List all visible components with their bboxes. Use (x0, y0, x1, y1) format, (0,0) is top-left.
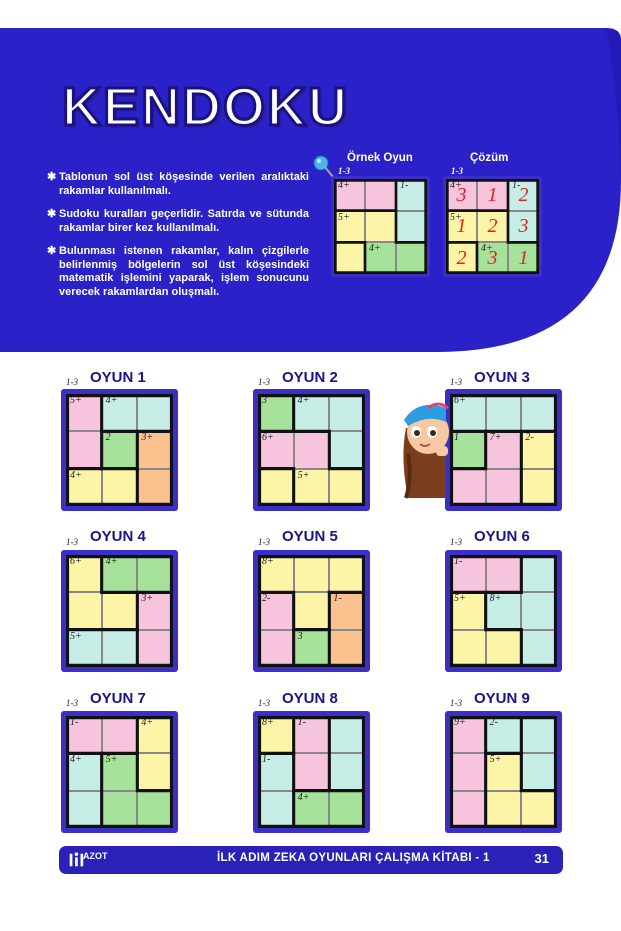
game-title: OYUN 4 (90, 528, 146, 545)
game-title: OYUN 2 (282, 369, 338, 386)
cell-clue: 5+ (297, 469, 310, 481)
game-range: 1-3 (258, 537, 270, 547)
cell-clue: 1- (333, 593, 342, 605)
cell-clue: 4+ (141, 717, 154, 728)
cell-value: 2 (456, 247, 467, 270)
cell-clue: 3+ (141, 432, 154, 444)
game-range: 1-3 (450, 698, 462, 708)
cell-clue: 1- (400, 180, 409, 191)
cell-clue: 4+ (70, 754, 82, 766)
cell-clue: 5+ (105, 754, 118, 766)
game-range: 1-3 (66, 377, 78, 387)
game-3-puzzle (445, 389, 562, 511)
cell-clue: 1- (262, 754, 271, 766)
game-8-puzzle (253, 711, 370, 833)
page-number: 31 (534, 851, 549, 866)
cell-clue: 5+ (338, 211, 350, 223)
game-title: OYUN 9 (474, 690, 530, 707)
cell-clue: 4+ (338, 180, 350, 191)
game-range: 1-3 (66, 698, 78, 708)
cell-clue: 8+ (262, 717, 274, 728)
game-7-puzzle (61, 711, 178, 833)
game-4-puzzle (61, 550, 178, 672)
solution-range: 1-3 (451, 166, 463, 176)
cell-clue: 2- (489, 717, 498, 728)
cell-value: 3 (487, 247, 498, 270)
example-range: 1-3 (338, 166, 350, 176)
game-range: 1-3 (258, 377, 270, 387)
cell-clue: 8+ (262, 556, 274, 567)
game-title: OYUN 7 (90, 690, 146, 707)
cell-clue: 6+ (262, 432, 274, 444)
cell-clue: 5+ (70, 630, 82, 642)
game-range: 1-3 (258, 698, 270, 708)
cell-clue: 4+ (450, 180, 462, 191)
cell-clue: 8+ (489, 593, 502, 605)
girl-mascot-illustration (398, 398, 450, 504)
asterisk-icon: ✱ (47, 208, 57, 220)
cell-value: 1 (487, 183, 498, 206)
game-title: OYUN 5 (282, 528, 338, 545)
book-title: İLK ADIM ZEKA OYUNLARI ÇALIŞMA KİTABI - 1 (217, 852, 490, 864)
cell-clue: 2- (262, 593, 271, 605)
cell-clue: 3+ (141, 593, 154, 605)
cell-clue: 9+ (454, 717, 466, 728)
brand-name: AZOT (83, 851, 108, 861)
cell-clue: 1- (70, 717, 79, 728)
game-9-puzzle (445, 711, 562, 833)
game-1-puzzle (61, 389, 178, 511)
footer-bar (59, 846, 563, 874)
cell-clue: 5+ (489, 754, 502, 766)
cell-value: 3 (456, 183, 467, 206)
rule-item: ✱ Tablonun sol üst köşesinde verilen aralıktaki rakamlar kullanılmalı. (47, 171, 309, 197)
cell-value: 1 (456, 215, 467, 238)
game-title: OYUN 3 (474, 369, 530, 386)
example-puzzle (331, 176, 430, 277)
cell-value: 2 (487, 215, 498, 238)
cell-clue: 2 (105, 432, 111, 444)
asterisk-icon: ✱ (47, 245, 57, 257)
game-2-puzzle (253, 389, 370, 511)
game-range: 1-3 (450, 377, 462, 387)
cell-clue: 4+ (297, 791, 310, 803)
solution-label: Çözüm (470, 152, 509, 164)
cell-clue: 4+ (105, 395, 118, 406)
game-range: 1-3 (66, 537, 78, 547)
cell-clue: 2- (525, 432, 534, 444)
cell-clue: 4+ (105, 556, 118, 567)
cell-clue: 6+ (70, 556, 82, 567)
cell-clue: 1 (454, 432, 459, 444)
cell-clue: 4+ (369, 243, 381, 255)
cell-clue: 1- (512, 180, 521, 191)
cell-clue: 1- (297, 717, 306, 728)
asterisk-icon: ✱ (47, 171, 57, 183)
cell-clue: 4+ (70, 469, 82, 481)
game-6-puzzle (445, 550, 562, 672)
cell-value: 3 (518, 215, 529, 238)
game-title: OYUN 8 (282, 690, 338, 707)
rule-item: ✱ Bulunması istenen rakamlar, kalın çizgilerle belirlenmiş bölgelerin sol üst köşesindeki matematik işlemini yaparak, işlem sonucunu verecek rakamlardan oluşmalı. (47, 245, 309, 298)
game-5-puzzle (253, 550, 370, 672)
game-title: OYUN 1 (90, 369, 146, 386)
cell-clue: 4+ (297, 395, 310, 406)
game-range: 1-3 (450, 537, 462, 547)
cell-clue: 3 (297, 630, 303, 642)
cell-clue: 3 (262, 395, 267, 406)
rule-item: ✱ Sudoku kuralları geçerlidir. Satırda ve sütunda rakamlar birer kez kullanılmalı. (47, 208, 309, 234)
cell-value: 1 (518, 247, 529, 270)
cell-clue: 5+ (450, 211, 462, 223)
cell-clue: 4+ (481, 243, 493, 255)
cell-clue: 1- (454, 556, 463, 567)
cell-value: 2 (518, 183, 529, 206)
cell-clue: 6+ (454, 395, 466, 406)
cell-clue: 7+ (489, 432, 502, 444)
solution-puzzle (443, 176, 542, 277)
example-label: Örnek Oyun (347, 152, 413, 164)
cell-clue: 5+ (70, 395, 82, 406)
cell-clue: 5+ (454, 593, 466, 605)
rules-list (47, 171, 309, 309)
game-title: OYUN 6 (474, 528, 530, 545)
page-title: KENDOKU (62, 77, 350, 137)
